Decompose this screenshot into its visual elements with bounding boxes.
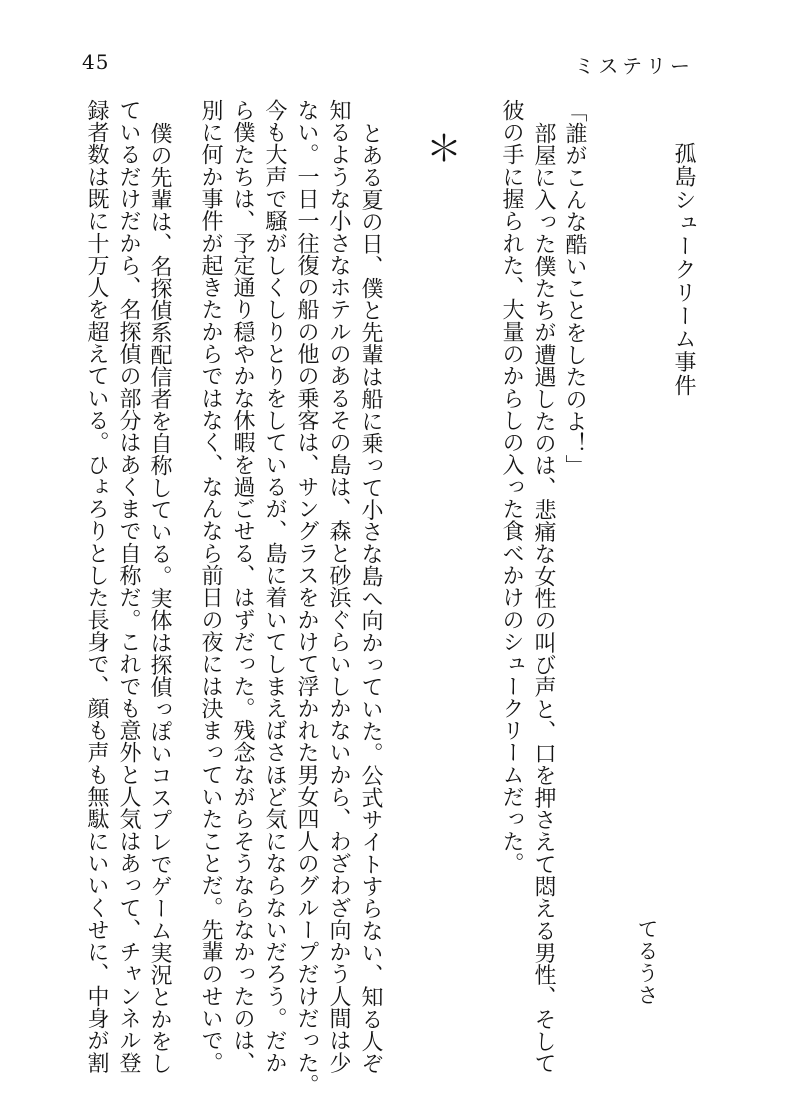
body-column-2: 部屋に入った僕たちが遭遇したのは、悲痛な女性の叫び声と、口を押さえて悶える男性、そして	[531, 122, 556, 1075]
page-number: 45	[82, 50, 110, 74]
story-title: 孤島シュークリーム事件	[671, 142, 696, 398]
story-author: てるうさ	[635, 918, 659, 1006]
scene-separator: ＊	[426, 129, 463, 170]
body-column-10: 僕の先輩は、名探偵系配信者を自称している。実体は探偵っぽいコスプレでゲーム実況とかをし	[147, 122, 172, 1075]
body-column-3: 彼の手に握られた、大量のからしの入った食べかけのシュークリームだった。	[499, 99, 524, 875]
body-column-5: 知るような小さなホテルのあるその島は、森と砂浜ぐらいしかないから、わざわざ向かう人間は少	[326, 99, 351, 1074]
body-column-12: 録者数は既に十万人を超えている。ひょろりとした長身で、顔も声も無駄にいいくせに、中身が割	[84, 99, 109, 1074]
body-column-4: とある夏の日、僕と先輩は船に乗って小さな島へ向かっていた。公式サイトすらない、知る人ぞ	[358, 122, 383, 1075]
body-column-6: ない。一日一往復の船の他の乗客は、サングラスをかけて浮かれた男女四人のグループだけだった。	[294, 99, 319, 1096]
body-column-9: 別に何か事件が起きたからではなく、なんなら前日の夜には決まっていたことだ。先輩のせいで。	[198, 99, 223, 1074]
running-head: ミステリー	[574, 54, 694, 78]
body-column-7: 今も大声で騒がしくしりとりをしているが、島に着いてしまえばさほど気にならないだろう。だか	[262, 99, 287, 1074]
body-column-11: ているだけだから、名探偵の部分はあくまで自称だ。これでも意外と人気はあって、チャンネル登	[116, 99, 141, 1074]
body-column-8: ら僕たちは、予定通り穏やかな休暇を過ごせる、はずだった。残念ながらそうならなかったのは、	[230, 99, 255, 1074]
body-column-1: 「誰がこんな酷いことをしたのよ！」	[562, 100, 587, 477]
